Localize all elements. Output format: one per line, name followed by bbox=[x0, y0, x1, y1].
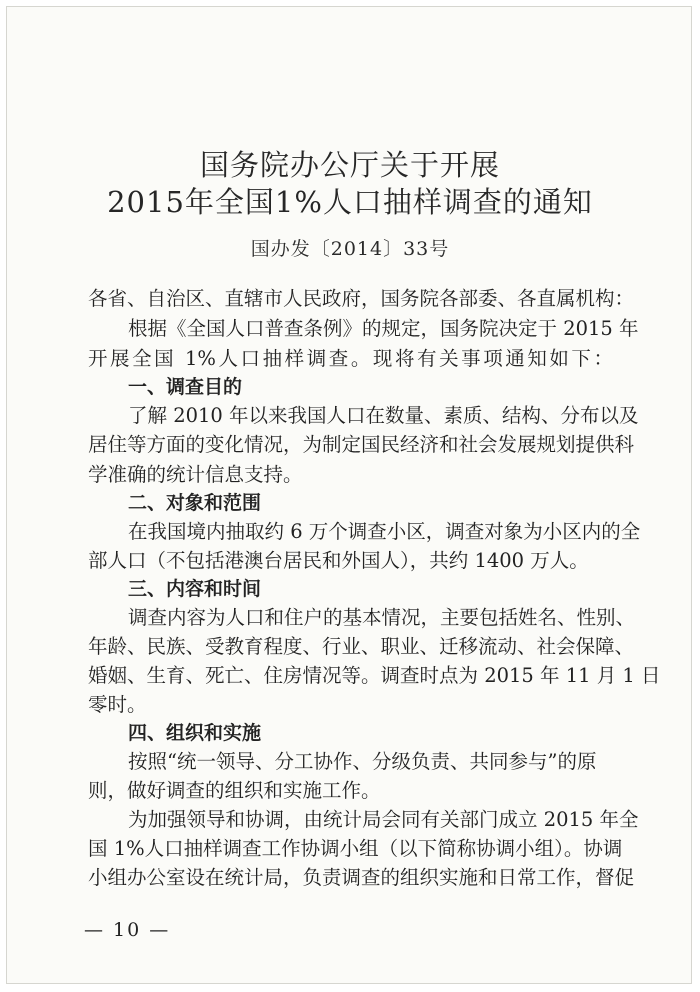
paragraph-line: 按照“统一领导、分工协作、分级负责、共同参与”的原 bbox=[128, 750, 597, 773]
paragraph-line: 居住等方面的变化情况，为制定国民经济和社会发展规划提供科 bbox=[88, 433, 635, 456]
paragraph-line: 为加强领导和协调，由统计局会同有关部门成立 2015 年全 bbox=[128, 808, 639, 831]
section-heading: 四、组织和实施 bbox=[128, 722, 262, 744]
addressee: 各省、自治区、直辖市人民政府，国务院各部委、各直属机构： bbox=[88, 287, 635, 310]
paragraph-line: 年龄、民族、受教育程度、行业、职业、迁移流动、社会保障、 bbox=[88, 635, 635, 658]
document-title-line2: 2015年全国1%人口抽样调查的通知 bbox=[107, 185, 593, 219]
section-heading: 一、调查目的 bbox=[128, 376, 243, 398]
paragraph-line: 则，做好调查的组织和实施工作。 bbox=[88, 779, 381, 802]
document-number: 国办发〔2014〕33号 bbox=[250, 238, 450, 260]
intro-line: 开展全国 1%人口抽样调查。现将有关事项通知如下： bbox=[88, 347, 613, 370]
paragraph-line: 学准确的统计信息支持。 bbox=[88, 463, 303, 486]
paragraph-line: 小组办公室设在统计局，负责调查的组织实施和日常工作，督促 bbox=[88, 866, 635, 889]
paragraph-line: 婚姻、生育、死亡、住房情况等。调查时点为 2015 年 11 月 1 日 bbox=[88, 664, 661, 687]
document-title-line1: 国务院办公厅关于开展 bbox=[199, 148, 500, 182]
paragraph-line: 国 1%人口抽样调查工作协调小组（以下简称协调小组）。协调 bbox=[88, 837, 623, 860]
section-heading: 三、内容和时间 bbox=[128, 578, 262, 600]
paragraph-line: 了解 2010 年以来我国人口在数量、素质、结构、分布以及 bbox=[128, 404, 639, 427]
paragraph-line: 在我国境内抽取约 6 万个调查小区，调查对象为小区内的全 bbox=[128, 520, 641, 543]
page-number: — 10 — bbox=[84, 919, 171, 941]
paragraph-line: 零时。 bbox=[88, 693, 147, 716]
paragraph-line: 部人口（不包括港澳台居民和外国人），共约 1400 万人。 bbox=[88, 549, 589, 572]
paragraph-line: 调查内容为人口和住户的基本情况，主要包括姓名、性别、 bbox=[128, 606, 636, 629]
section-heading: 二、对象和范围 bbox=[128, 492, 262, 514]
intro-line: 根据《全国人口普查条例》的规定，国务院决定于 2015 年 bbox=[128, 317, 639, 340]
